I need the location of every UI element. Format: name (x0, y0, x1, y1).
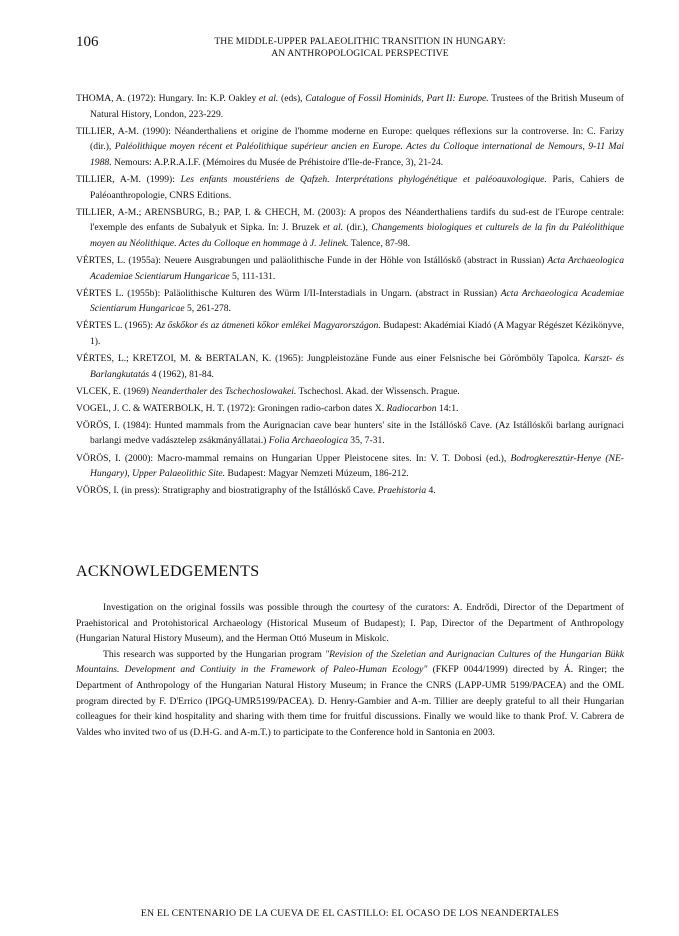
reference-entry (76, 91, 624, 122)
reference-italic: Bodrogkeresztúr-Henye (NE-Hungary), Upper Palaeolithic Site. (90, 452, 625, 480)
reference-entry (76, 205, 624, 252)
reference-entry (76, 401, 624, 417)
ack-p2-start: This research was supported by the Hungarian program (103, 648, 326, 660)
reference-author: VLCEK, E. (1969) (76, 385, 152, 397)
reference-entry (76, 351, 624, 382)
reference-author: VÖRÖS, I. (1984): Hunted mammals from the Aurignacian cave bear hunters' site in the Istállóskő Cave. (Az Istállóskői barlang aurignaci barlangi medve vadásztelep zsákmányállatai.) (76, 419, 624, 447)
reference-italic: Karszt- és Barlangkutatás (90, 353, 624, 380)
reference-author: TILLIER, A-M. (1990): Néanderthaliens et origine de l'homme moderne en Europe: quelques réflexions sur la controverse. In: C. Farizy (dir.), (76, 125, 624, 153)
reference-mid: 4. (426, 485, 436, 497)
running-footer: EN EL CENTENARIO DE LA CUEVA DE EL CASTILLO: EL OCASO DE LOS NEANDERTALES (140, 908, 560, 919)
reference-entry (76, 483, 624, 499)
reference-entry (76, 253, 624, 284)
reference-entry (76, 124, 624, 171)
reference-list (76, 91, 624, 500)
reference-entry (76, 172, 624, 203)
reference-author: VÉRTES, L.; KRETZOI, M. & BERTALAN, K. (1965): Jungpleistozäne Funde aus einer Felsnische bei Görömböly Tapolca. (76, 353, 584, 364)
acknowledgements-paragraph-2 (76, 647, 624, 741)
acknowledgements-paragraph-1: Investigation on the original fossils was possible through the courtesy of the curators: A. Endrődi, Director of the Department of Praehistorical and Protohistorical Archaeology (Historical Museum of Budapest); I. Pap, Director of the Department of Anthropology (Hungarian Natural History Museum), and the Herman Ottó Museum in Miskolc. (76, 602, 624, 645)
running-header (170, 36, 550, 60)
reference-mid: Budapest: Akadémiai Kiadó (A Magyar Régészet Kézikönyve, 1). (90, 320, 624, 347)
reference-mid: Tschechosl. Akad. der Wissensch. Prague. (296, 385, 460, 397)
reference-author: THOMA, A. (1972): Hungary. In: K.P. Oakley (76, 93, 259, 104)
reference-italic-2: Catalogue of Fossil Hominids, Part II: Europe. (305, 93, 489, 104)
running-header-line-1: THE MIDDLE-UPPER PALAEOLITHIC TRANSITION IN HUNGARY: (214, 36, 506, 47)
reference-tail: Trustees of the British Museum of Natural History, London, 223-229. (90, 93, 625, 120)
reference-italic: Neanderthaler des Tschechoslowakei. (151, 385, 297, 397)
reference-entry (76, 451, 624, 482)
reference-entry (76, 286, 624, 317)
reference-mid: 4 (1962), 81-84. (149, 368, 214, 380)
reference-italic: et al. (258, 93, 279, 104)
reference-entry (76, 384, 624, 400)
reference-author: VÉRTES L. (1955b): Paläolithische Kulturen des Würm I/II-Interstadials in Ungarn. (abstract in Russian) (76, 287, 501, 299)
reference-mid: Budapest: Magyar Nemzeti Múzeum, 186-212. (225, 468, 409, 480)
reference-italic: Radiocarbon (386, 402, 437, 414)
running-header-line-2: AN ANTHROPOLOGICAL PERSPECTIVE (271, 48, 449, 59)
reference-author: TILLIER, A-M.; ARENSBURG, B.; PAP, I. & CHECH, M. (2003): A propos des Néanderthaliens tardifs du sud-est de l'Europe centrale: l'exemple des enfants de Subalyuk et Sipka. In: J. Bruzek (76, 206, 624, 234)
reference-author: VOGEL, J. C. & WATERBOLK, H. T. (1972): Groningen radio-carbon dates X. (76, 402, 387, 414)
reference-author: VÉRTES, L. (1955a): Neuere Ausgrabungen und paläolithische Funde in der Höhle von Istállóskő (abstract in Russian) (76, 254, 548, 266)
reference-entry (76, 418, 624, 449)
reference-tail: Talence, 87-98. (348, 237, 411, 249)
reference-italic: Acta Archaeologica Academiae Scientiarum Hungaricae (90, 287, 624, 315)
acknowledgements-heading: ACKNOWLEDGEMENTS (76, 563, 260, 580)
reference-italic: Paléolithique moyen récent et Paléolithique supérieur ancien en Europe. Actes du Colloque international de Nemours, 9-11 Mai 1988. (90, 141, 624, 168)
reference-italic-2: Changements biologiques et culturels de la fin du Paléolithique moyen au Néolithique. Actes du Colloque en hommage à J. Jelinek. (90, 222, 624, 249)
reference-mid: 5, 111-131. (229, 270, 276, 282)
reference-author: VÖRÖS, I. (2000): Macro-mammal remains on Hungarian Upper Pleistocene sites. In: V. T. Dobosi (ed.), (76, 452, 511, 464)
ack-p2-program-title: "Revision of the Szeletian and Aurignacian Cultures of the Hungarian Bükk Mountains. Development and Contiuity in the Framework of Paleo-Human Ecology" (76, 648, 624, 676)
page-number: 106 (76, 34, 99, 50)
reference-mid: 5, 261-278. (184, 303, 231, 315)
reference-author: TILLIER, A-M. (1999): (76, 173, 181, 185)
reference-mid: (eds), (278, 93, 306, 104)
reference-author: VÖRÖS, I. (in press): Stratigraphy and biostratigraphy of the Istállóskő Cave. (76, 485, 378, 497)
reference-italic: Acta Archaeologica Academiae Scientiarum Hungaricae (90, 254, 624, 282)
acknowledgements-body (76, 600, 624, 740)
reference-italic: Praehistoria (377, 485, 427, 497)
reference-mid: 35, 7-31. (347, 435, 385, 447)
reference-italic: Folia Archaeologica (268, 435, 348, 447)
reference-entry (76, 318, 624, 349)
reference-italic: Az őskőkor és az átmeneti kőkor emlékei Magyarországon. (155, 320, 381, 332)
reference-italic: Les enfants moustériens de Qafzeh. Interprétations phylogénétique et paléoauxologique. (180, 173, 547, 185)
reference-mid: Paris, Cahiers de Paléoanthropologie, CNRS Editions. (90, 173, 624, 201)
reference-italic: et al. (322, 222, 344, 234)
ack-p2-end: (FKFP 0044/1999) directed by Á. Ringer; the Department of Anthropology of the Hungarian Natural History Museum; in France the CNRS (LAPP-UMR 5199/PACEA) and the OML program directed by F. D'Errico (IPGQ-UMR5199/PACEA). D. Henry-Gambier and A-m. Tillier are deeply grateful to all their Hungarian colleagues for their kind hospitality and sharing with them time for fruitful discussions. Finally we would like to thank Prof. V. Cabrera de Valdes who invited two of us (D.H-G. and A-m.T.) to participate to the Conference hold in Santonia en 2003. (76, 664, 624, 738)
reference-mid: Nemours: A.P.R.A.I.F. (Mémoires du Musée de Préhistoire d'Ile-de-France, 3), 21-24. (111, 156, 444, 168)
reference-mid: (dir.), (343, 222, 372, 234)
reference-author: VÉRTES L. (1965): (76, 320, 156, 332)
reference-mid: 14:1. (436, 402, 459, 414)
